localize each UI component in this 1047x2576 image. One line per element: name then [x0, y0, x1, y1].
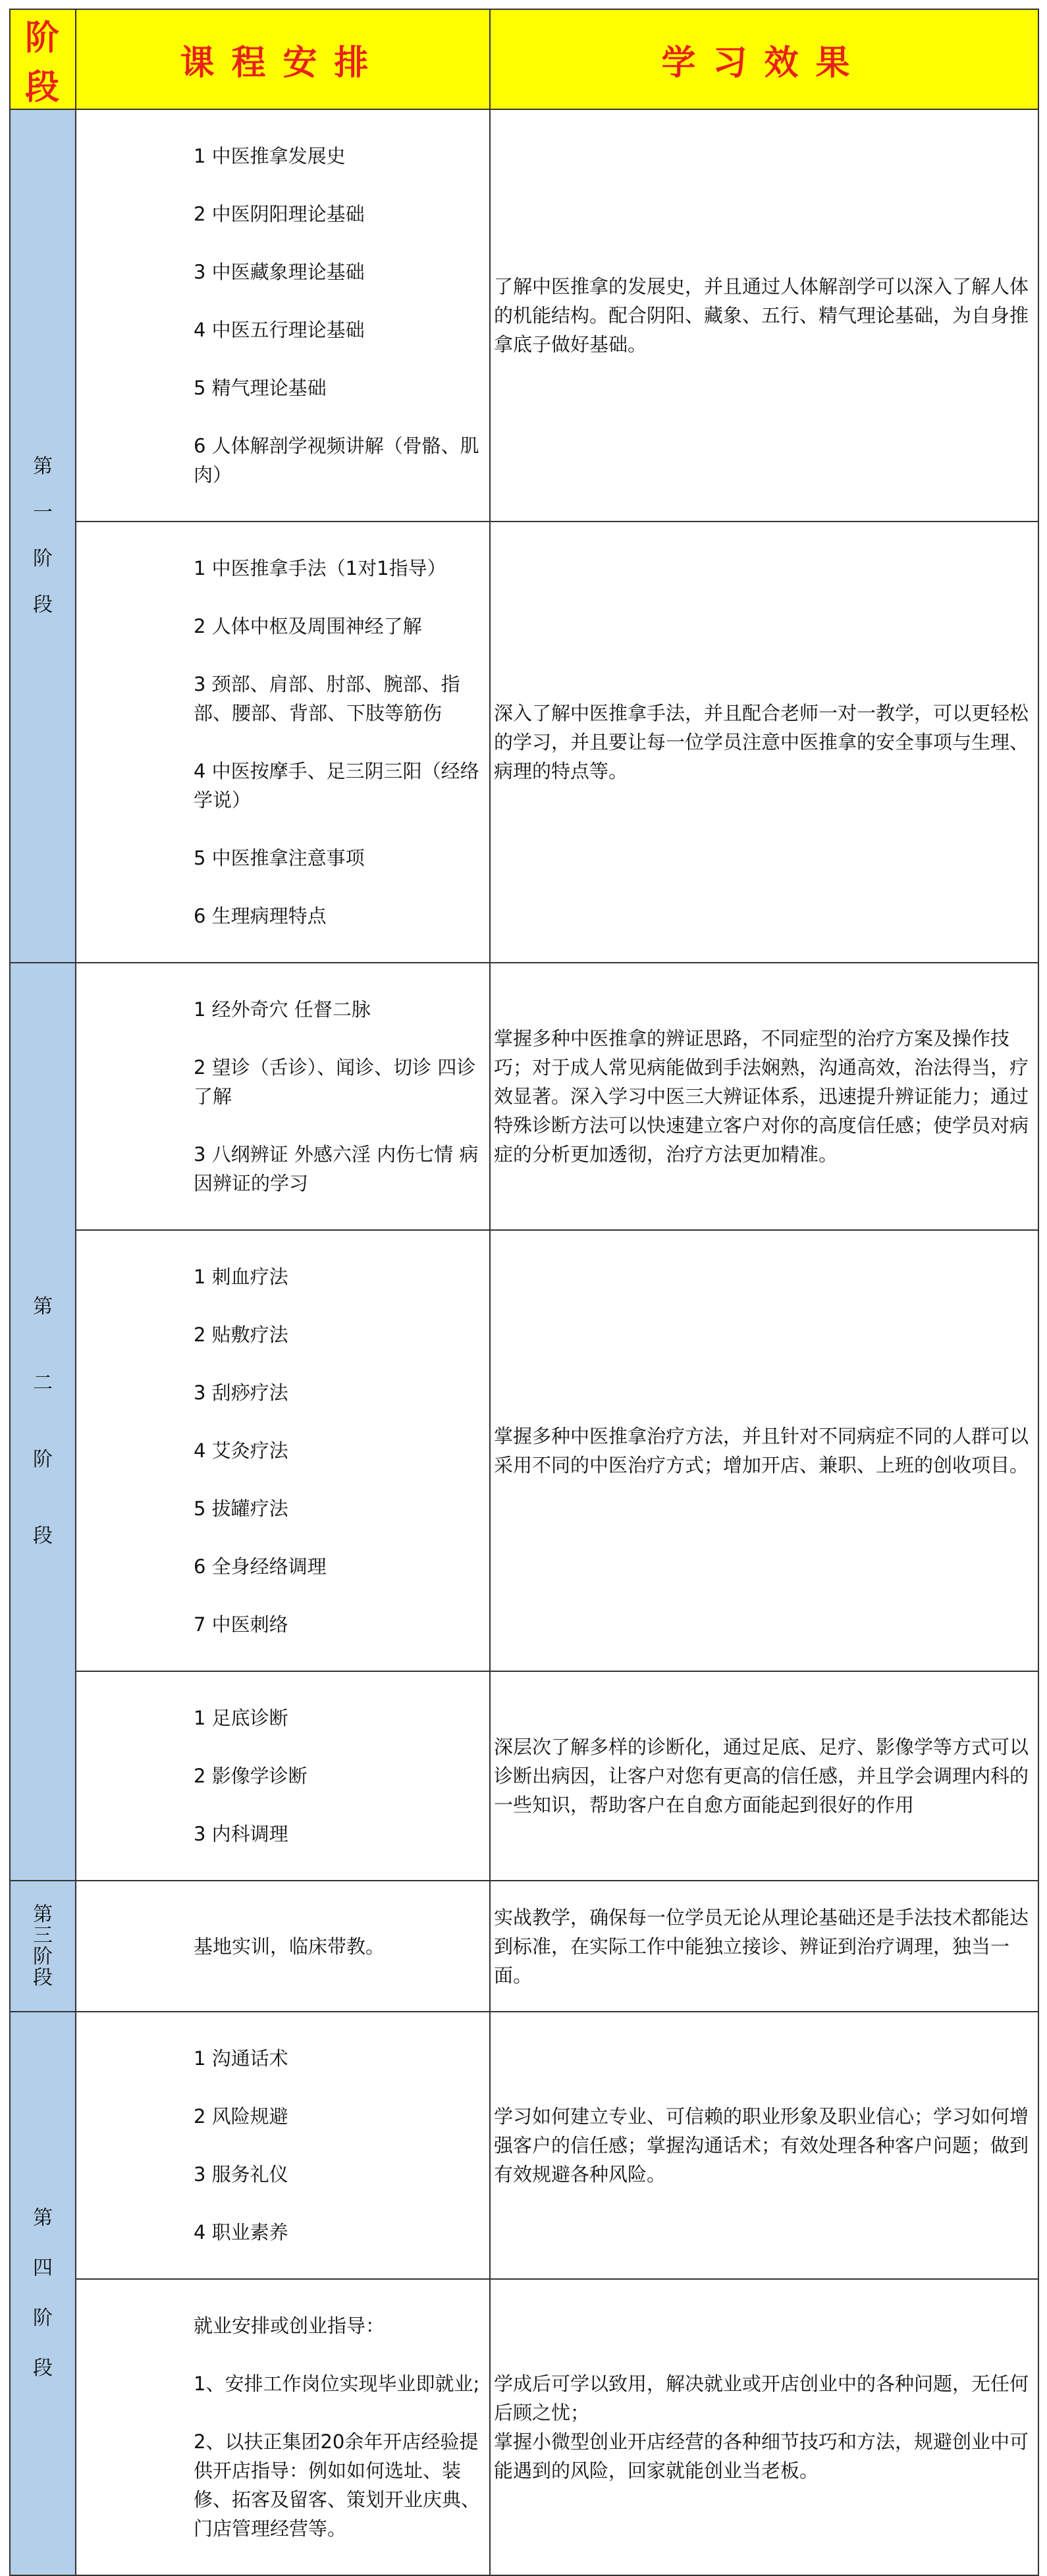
stage-char: 阶 [33, 1448, 53, 1471]
effect-cell: 了解中医推拿的发展史，并且通过人体解剖学可以深入了解人体的机能结构。配合阴阳、藏象、五行、精气理论基础，为自身推拿底子做好基础。 [490, 109, 1038, 522]
course-line: 3 颈部、肩部、肘部、腕部、指部、腰部、背部、下肢等筋伤 [194, 673, 460, 724]
course-cell [76, 2279, 490, 2575]
stage-cell-1 [10, 109, 76, 963]
stage-cell-2 [10, 963, 76, 1881]
stage-char: 一 [33, 501, 53, 524]
stage-char: 段 [33, 1966, 53, 1989]
table-row [10, 109, 1038, 522]
stage-char: 第 [33, 2207, 53, 2230]
table-row [10, 2012, 1038, 2279]
table-row [10, 522, 1038, 963]
course-line: 6 全身经络调理 [194, 1555, 327, 1578]
course-cell [76, 2012, 490, 2279]
course-cell [76, 1881, 490, 2012]
course-line: 3 内科调理 [194, 1823, 288, 1845]
course-line: 2 贴敷疗法 [194, 1324, 288, 1346]
stage-char: 第 [33, 1295, 53, 1318]
stage-cell-3 [10, 1881, 76, 2012]
course-line: 2 风险规避 [194, 2105, 288, 2128]
course-line: 3 服务礼仪 [194, 2163, 288, 2186]
course-line: 7 中医刺络 [194, 1613, 288, 1636]
stage-char: 第 [33, 1902, 53, 1926]
course-line: 3 中医藏象理论基础 [194, 261, 365, 283]
stage-char: 阶 [33, 1945, 53, 1968]
course-line: 3 八纲辨证 外感六淫 内伤七情 病因辨证的学习 [194, 1143, 479, 1194]
course-line: 5 精气理论基础 [194, 377, 327, 399]
course-line: 6 人体解剖学视频讲解（骨骼、肌肉） [194, 435, 479, 486]
effect-cell: 掌握多种中医推拿治疗方法，并且针对不同病症不同的人群可以采用不同的中医治疗方式；增加开店、兼职、上班的创收项目。 [490, 1230, 1038, 1671]
table-row [10, 963, 1038, 1230]
course-line: 1 沟通话术 [194, 2047, 288, 2070]
effect-cell: 实战教学，确保每一位学员无论从理论基础还是手法技术都能达到标准，在实际工作中能独立接诊、辨证到治疗调理，独当一面。 [490, 1881, 1038, 2012]
course-line: 3 刮痧疗法 [194, 1382, 288, 1404]
table-row [10, 2279, 1038, 2575]
header-course: 课程安排 [76, 9, 490, 109]
course-line: 1 中医推拿手法（1对1指导） [194, 557, 446, 579]
course-line: 2 人体中枢及周围神经了解 [194, 615, 422, 637]
stage-char: 四 [33, 2257, 53, 2280]
course-line: 2、以扶正集团20余年开店经验提供开店指导：例如如何选址、装修、拓客及留客、策划开业庆典、门店管理经营等。 [194, 2430, 481, 2540]
course-line: 1 刺血疗法 [194, 1266, 288, 1288]
stage-char: 段 [33, 1524, 53, 1547]
stage-char: 二 [33, 1372, 53, 1395]
effect-cell: 深层次了解多样的诊断化，通过足底、足疗、影像学等方式可以诊断出病因，让客户对您有更高的信任感，并且学会调理内科的一些知识，帮助客户在自愈方面能起到很好的作用 [490, 1671, 1038, 1881]
course-line: 1、安排工作岗位实现毕业即就业; [194, 2373, 480, 2395]
table-row [10, 1230, 1038, 1671]
effect-cell: 掌握多种中医推拿的辨证思路，不同症型的治疗方案及操作技巧；对于成人常见病能做到手法娴熟，沟通高效，治法得当，疗效显著。深入学习中医三大辨证体系，迅速提升辨证能力；通过特殊诊断方法可以快速建立客户对你的高度信任感；使学员对病症的分析更加透彻，治疗方法更加精准。 [490, 963, 1038, 1230]
course-cell [76, 1671, 490, 1881]
course-line: 基地实训，临床带教。 [194, 1935, 385, 1958]
stage-cell-4 [10, 2012, 76, 2575]
course-line: 4 中医五行理论基础 [194, 319, 365, 341]
course-line: 4 艾灸疗法 [194, 1439, 288, 1462]
stage-char: 阶 [33, 2307, 53, 2330]
header-effect: 学习效果 [490, 9, 1038, 109]
effect-cell: 学习如何建立专业、可信赖的职业形象及职业信心；学习如何增强客户的信任感；掌握沟通话术；有效处理各种客户问题；做到有效规避各种风险。 [490, 2012, 1038, 2279]
curriculum-table [9, 9, 1039, 2576]
table-row [10, 1881, 1038, 2012]
curriculum-table-wrapper [9, 9, 1038, 2576]
course-line: 1 经外奇穴 任督二脉 [194, 998, 371, 1021]
stage-char: 阶 [33, 547, 53, 570]
course-line: 5 中医推拿注意事项 [194, 847, 365, 869]
header-row [10, 9, 1038, 109]
stage-char: 第 [33, 455, 53, 478]
course-cell [76, 1230, 490, 1671]
course-line: 2 影像学诊断 [194, 1765, 308, 1787]
header-stage: 阶段 [10, 9, 76, 109]
course-line: 就业安排或创业指导： [194, 2315, 385, 2337]
effect-cell: 学成后可学以致用，解决就业或开店创业中的各种问题，无任何后顾之忧； 掌握小微型创业开店经营的各种细节技巧和方法，规避创业中可能遇到的风险，回家就能创业当老板。 [490, 2279, 1038, 2575]
course-line: 4 中医按摩手、足三阴三阳（经络学说） [194, 760, 479, 811]
course-cell [76, 109, 490, 522]
table-row [10, 1671, 1038, 1881]
effect-cell: 深入了解中医推拿手法，并且配合老师一对一教学，可以更轻松的学习，并且要让每一位学员注意中医推拿的安全事项与生理、病理的特点等。 [490, 522, 1038, 963]
stage-char: 段 [33, 593, 53, 616]
course-line: 1 足底诊断 [194, 1707, 288, 1729]
stage-char: 段 [33, 2357, 53, 2380]
course-line: 2 中医阴阳理论基础 [194, 203, 365, 225]
course-line: 4 职业素养 [194, 2221, 288, 2243]
course-cell [76, 522, 490, 963]
course-line: 2 望诊（舌诊）、闻诊、切诊 四诊了解 [194, 1056, 476, 1108]
stage-char: 三 [33, 1923, 53, 1947]
course-line: 6 生理病理特点 [194, 905, 327, 927]
course-cell [76, 963, 490, 1230]
course-line: 5 拔罐疗法 [194, 1497, 288, 1520]
course-line: 1 中医推拿发展史 [194, 145, 346, 167]
